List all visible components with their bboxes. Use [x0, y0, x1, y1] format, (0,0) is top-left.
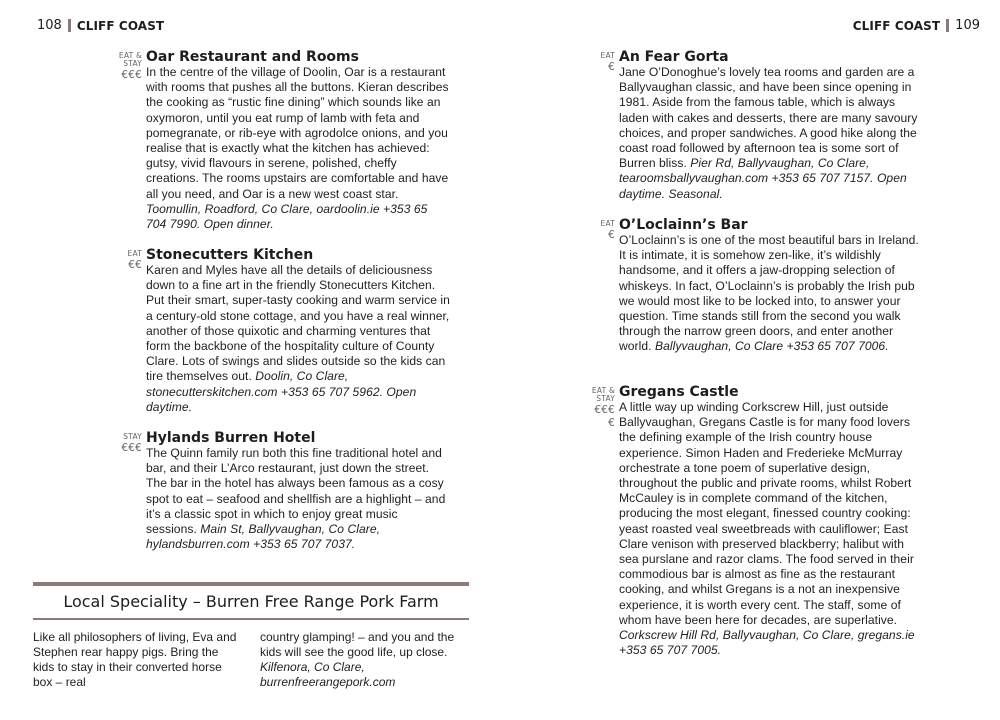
- listing-name: Oar Restaurant and Rooms: [146, 49, 359, 65]
- listing-oar-restaurant: [118, 49, 451, 232]
- listing-details: Pier Rd, Ballyvaughan, Co Clare, tearoomsballyvaughan.com +353 65 707 7157. Open daytime. Seasonal.: [619, 156, 907, 201]
- listing-stonecutters-kitchen: [127, 247, 451, 415]
- listing-body: The Quinn family run both this fine traditional hotel and bar, and their L’Arco restaurant, just down the street. The bar in the hotel has always been famous as a cosy spot to eat – seafood and shellfish are a highlight – and it’s a classic spot in which to enjoy great music sessions. Main St, Ballyvaughan, Co Clare, hylandsburren.com +353 65 707 7037.: [146, 446, 446, 552]
- running-head-right: [853, 18, 980, 33]
- price-rating: €€€€: [594, 404, 615, 429]
- box-title-rule: [33, 618, 469, 620]
- price-rating: €€€: [121, 69, 142, 81]
- listing-tag: EAT & STAY €€€: [116, 52, 142, 82]
- price-rating: €€€: [121, 442, 142, 454]
- listing-body: Karen and Myles have all the details of deliciousness down to a fine art in the friendly Stonecutters Kitchen. Put their smart, super-tasty cooking and warm service in a century-old stone cottage, and you have a real winner, another of those quixotic and charming ventures that form the backbone of the hospitality culture of County Clare. Lots of swings and slides outside so the kids can tire themselves out. Doolin, Co Clare, stonecutterskitchen.com +353 65 707 5962. Open daytime.: [146, 263, 450, 414]
- listing-details: Main St, Ballyvaughan, Co Clare, hylandsburren.com +353 65 707 7037.: [146, 522, 381, 552]
- header-divider: [68, 19, 71, 32]
- price-rating: €: [608, 61, 615, 73]
- page-number: 109: [955, 18, 980, 33]
- local-speciality-box: [33, 582, 469, 691]
- box-details: Kilfenora, Co Clare, burrenfreerangepork.com: [260, 660, 396, 690]
- right-page: [500, 0, 1000, 720]
- listing-hylands-burren-hotel: [121, 430, 451, 552]
- listing-name: Gregans Castle: [619, 384, 739, 400]
- box-title: Local Speciality – Burren Free Range Pork Farm: [63, 592, 439, 611]
- listing-name: An Fear Gorta: [619, 49, 729, 65]
- box-column-1: Like all philosophers of living, Eva and Stephen rear happy pigs. Bring the kids to stay in their converted horse box – real: [33, 629, 237, 690]
- listing-details: Ballyvaughan, Co Clare +353 65 707 7006.: [654, 339, 889, 354]
- listing-details: Corkscrew Hill Rd, Ballyvaughan, Co Clare, gregans.ie +353 65 707 7005.: [619, 628, 915, 658]
- listing-tag: EAT €: [589, 52, 615, 74]
- listing-body: In the centre of the village of Doolin, Oar is a restaurant with rooms that pushes all the buttons. Kieran describes the cooking as “rustic fine dining” which sounds like an oxymoron, until you eat rump of lamb with feta and pomegranate, or rib-eye with agrodolce onions, and you realise that is exactly what the kitchen has achieved: gutsy, vivid flavours in serene, polished, cheffy creations. The rooms upstairs are comfortable and have all you need, and Oar is a new west coast star. Toomullin, Roadford, Co Clare, oardoolin.ie +353 65 704 7990. Open dinner.: [146, 65, 449, 232]
- listing-body: O’Loclainn’s is one of the most beautiful bars in Ireland. It is intimate, it is somehow zen-like, it’s wildishly handsome, and it offers a jaw-dropping selection of whiskeys. In fact, O’Loclainn’s is probably the Irish pub we would most like to be locked into, to answer your question. Time stands still from the second you walk through the narrow green doors, and enter another world. Ballyvaughan, Co Clare +353 65 707 7006.: [619, 233, 919, 354]
- box-column-2: country glamping! – and you and the kids will see the good life, up close. Kilfenora, Co Clare, burrenfreerangepork.com: [260, 629, 455, 690]
- page-number: 108: [37, 18, 62, 33]
- listing-body: Jane O’Donoghue’s lovely tea rooms and garden are a Ballyvaughan classic, and have been since opening in 1981. Aside from the famous table, which is always laden with cakes and desserts, there are many savoury choices, and proper sandwiches. A good hike along the coast road followed by afternoon tea is some sort of Burren bliss. Pier Rd, Ballyvaughan, Co Clare, tearoomsballyvaughan.com +353 65 707 7157. Open daytime. Seasonal.: [619, 65, 918, 201]
- price-rating: €: [608, 229, 615, 241]
- running-head-left: [37, 18, 164, 33]
- listing-details: Doolin, Co Clare, stonecutterskitchen.com +353 65 707 5962. Open daytime.: [146, 369, 417, 414]
- listing-name: O’Loclainn’s Bar: [619, 217, 748, 233]
- listing-body: A little way up winding Corkscrew Hill, just outside Ballyvaughan, Gregans Castle is for many food lovers the defining example of the Irish country house experience. Simon Haden and Frederieke McMurray orchestrate a tone poem of superlative design, throughout the public and private rooms, whilst Robert McCauley is in complete command of the kitchen, producing the most elegant, finessed country cooking: yeast roasted veal sweetbreads with cauliflower; East Clare venison with preserved blackberry; halibut with sea purslane and razor clams. The food served in their commodious bar is almost as fine as the restaurant cooking, and whilst Gregans is a not an inexpensive experience, it is worth every cent. The staff, some of whom have been here for decades, are superlative. Corkscrew Hill Rd, Ballyvaughan, Co Clare, gregans.ie +353 65 707 7005.: [619, 400, 915, 658]
- listing-tag: EAT & STAY €€€€: [589, 387, 615, 430]
- price-rating: €€: [128, 259, 142, 271]
- listing-oloclainns-bar: [600, 217, 924, 355]
- box-columns: [33, 630, 469, 691]
- listing-details: Toomullin, Roadford, Co Clare, oardoolin.ie +353 65 704 7990. Open dinner.: [146, 201, 428, 232]
- listing-tag: EAT €: [589, 220, 615, 242]
- listing-tag: EAT €€: [116, 250, 142, 272]
- listing-an-fear-gorta: [600, 49, 924, 202]
- header-divider: [946, 19, 949, 32]
- listing-name: Hylands Burren Hotel: [146, 430, 316, 446]
- listing-gregans-castle: [591, 384, 924, 658]
- listing-tag: STAY €€€: [116, 433, 142, 455]
- section-title: CLIFF COAST: [852, 18, 941, 33]
- section-title: CLIFF COAST: [76, 18, 165, 33]
- listing-name: Stonecutters Kitchen: [146, 247, 314, 263]
